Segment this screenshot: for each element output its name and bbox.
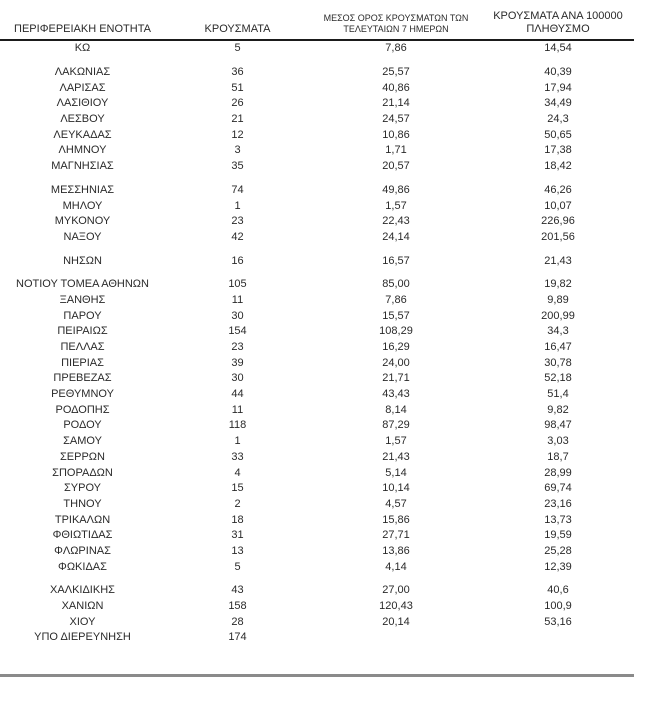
- region-cell: ΞΑΝΘΗΣ: [59, 293, 106, 306]
- table-row: [0, 143, 634, 159]
- table-row: [0, 355, 634, 371]
- per100k-cell: 46,26: [544, 183, 572, 196]
- col-header-per100k-line2: ΠΛΗΘΥΣΜΟ: [526, 22, 590, 35]
- avg7-cell: 4,57: [385, 497, 407, 510]
- table-row: [0, 402, 634, 418]
- bottom-rule: [0, 674, 634, 677]
- cases-cell: 21: [231, 113, 244, 126]
- col-header-cases: ΚΡΟΥΣΜΑΤΑ: [165, 0, 310, 40]
- cases-cell: 42: [231, 230, 244, 243]
- avg7-cell: 20,57: [382, 160, 410, 173]
- cases-cell: 5: [234, 42, 241, 55]
- table-row: [0, 614, 634, 630]
- table-row: [0, 183, 634, 199]
- avg7-cell: 27,00: [382, 584, 410, 597]
- avg7-cell: 5,14: [385, 466, 407, 479]
- region-cell: ΦΘΙΩΤΙΔΑΣ: [52, 529, 113, 542]
- region-cell: ΥΠΟ ΔΙΕΡΕΥΝΗΣΗ: [34, 631, 131, 644]
- per100k-cell: 201,56: [541, 230, 575, 243]
- region-cell: ΛΕΣΒΟΥ: [60, 113, 105, 126]
- cases-cell: 11: [231, 293, 244, 306]
- region-cell: ΠΡΕΒΕΖΑΣ: [53, 372, 112, 385]
- cases-cell: 1: [234, 435, 241, 448]
- cases-cell: 43: [231, 584, 244, 597]
- cases-cell: 28: [231, 615, 244, 628]
- table-header: [0, 0, 634, 40]
- per100k-cell: 21,43: [544, 254, 572, 267]
- per100k-cell: 100,9: [544, 600, 572, 613]
- region-cell: ΣΕΡΡΩΝ: [60, 450, 105, 463]
- avg7-cell: 22,43: [382, 215, 410, 228]
- col-header-avg7: [310, 0, 482, 40]
- region-cell: ΧΙΟΥ: [69, 615, 96, 628]
- region-cell: ΜΕΣΣΗΝΙΑΣ: [50, 183, 115, 196]
- region-cell: ΧΑΝΙΩΝ: [61, 600, 104, 613]
- avg7-cell: 10,14: [382, 482, 410, 495]
- avg7-cell: 16,57: [382, 254, 410, 267]
- avg7-cell: 120,43: [379, 600, 413, 613]
- cases-cell: 51: [231, 81, 244, 94]
- table-row: [0, 465, 634, 481]
- per100k-cell: 200,99: [541, 309, 575, 322]
- table-row: [0, 65, 634, 81]
- avg7-cell: 24,57: [382, 113, 410, 126]
- per100k-cell: 30,78: [544, 356, 572, 369]
- group-gap-row: [0, 269, 634, 277]
- avg7-cell: 21,71: [382, 372, 410, 385]
- region-cell: ΜΗΛΟΥ: [62, 199, 103, 212]
- table-row: [0, 583, 634, 599]
- per100k-cell: 23,16: [544, 497, 572, 510]
- per100k-cell: 34,3: [547, 325, 569, 338]
- per100k-cell: 28,99: [544, 466, 572, 479]
- cases-cell: 12: [231, 128, 244, 141]
- avg7-cell: 43,43: [382, 388, 410, 401]
- avg7-cell: 1,71: [385, 144, 407, 157]
- region-cell: ΤΗΝΟΥ: [63, 497, 102, 510]
- cases-cell: 1: [234, 199, 241, 212]
- region-cell: ΛΑΡΙΣΑΣ: [59, 81, 106, 94]
- table-row: [0, 418, 634, 434]
- table-row: [0, 96, 634, 112]
- avg7-cell: 1,57: [385, 199, 407, 212]
- avg7-cell: 85,00: [382, 278, 410, 291]
- per100k-cell: 19,59: [544, 529, 572, 542]
- per100k-cell: 52,18: [544, 372, 572, 385]
- cases-cell: 31: [231, 529, 244, 542]
- per100k-cell: 9,89: [547, 293, 569, 306]
- region-cell: ΛΕΥΚΑΔΑΣ: [53, 128, 112, 141]
- cases-cell: 23: [231, 341, 244, 354]
- per100k-cell: 16,47: [544, 341, 572, 354]
- cases-cell: 36: [231, 66, 244, 79]
- per100k-cell: 25,28: [544, 544, 572, 557]
- per100k-cell: 14,54: [544, 42, 572, 55]
- group-gap-row: [0, 575, 634, 583]
- col-header-per100k: [482, 0, 634, 40]
- table-row: [0, 387, 634, 403]
- header-row: [0, 0, 634, 40]
- per100k-cell: 3,03: [547, 435, 569, 448]
- per100k-cell: 24,3: [547, 113, 569, 126]
- cases-cell: 74: [231, 183, 244, 196]
- per100k-cell: 40,6: [547, 584, 569, 597]
- cases-cell: 3: [234, 144, 241, 157]
- region-cell: ΠΑΡΟΥ: [63, 309, 102, 322]
- cases-cell: 39: [231, 356, 244, 369]
- region-cell: ΣΥΡΟΥ: [63, 482, 101, 495]
- per100k-cell: 12,39: [544, 560, 572, 573]
- cases-cell: 154: [228, 325, 247, 338]
- per100k-cell: 10,07: [544, 199, 572, 212]
- table-row: [0, 512, 634, 528]
- table-row: [0, 198, 634, 214]
- region-cell: ΚΩ: [74, 42, 91, 55]
- col-header-per100k-line1: ΚΡΟΥΣΜΑΤΑ ΑΝΑ 100000: [493, 9, 623, 22]
- per100k-cell: 98,47: [544, 419, 572, 432]
- cases-cell: 23: [231, 215, 244, 228]
- avg7-cell: 7,86: [385, 42, 407, 55]
- avg7-cell: 7,86: [385, 293, 407, 306]
- region-cell: ΠΙΕΡΙΑΣ: [61, 356, 104, 369]
- col-header-region: ΠΕΡΙΦΕΡΕΙΑΚΗ ΕΝΟΤΗΤΑ: [0, 0, 165, 40]
- per100k-cell: 53,16: [544, 615, 572, 628]
- region-cell: ΛΑΚΩΝΙΑΣ: [54, 66, 111, 79]
- avg7-cell: 10,86: [382, 128, 410, 141]
- cases-cell: 4: [234, 466, 241, 479]
- avg7-cell: 40,86: [382, 81, 410, 94]
- table-row: [0, 544, 634, 560]
- avg7-cell: 8,14: [385, 403, 407, 416]
- avg7-cell: 15,86: [382, 513, 410, 526]
- avg7-cell: 49,86: [382, 183, 410, 196]
- avg7-cell: 21,14: [382, 97, 410, 110]
- avg7-cell: 21,43: [382, 450, 410, 463]
- avg7-cell: 20,14: [382, 615, 410, 628]
- cases-cell: 158: [228, 600, 247, 613]
- cases-cell: 35: [231, 160, 244, 173]
- region-cell: ΠΕΙΡΑΙΩΣ: [57, 325, 108, 338]
- region-cell: ΣΠΟΡΑΔΩΝ: [52, 466, 113, 479]
- cases-cell: 15: [231, 482, 244, 495]
- cases-cell: 30: [231, 372, 244, 385]
- per100k-cell: 34,49: [544, 97, 572, 110]
- region-cell: ΝΗΣΩΝ: [63, 254, 102, 267]
- region-cell: ΜΥΚΟΝΟΥ: [54, 215, 111, 228]
- group-gap-row: [0, 245, 634, 253]
- region-cell: ΤΡΙΚΑΛΩΝ: [54, 513, 111, 526]
- per100k-cell: 13,73: [544, 513, 572, 526]
- avg7-cell: 1,57: [385, 435, 407, 448]
- table-row: [0, 80, 634, 96]
- region-cell: ΦΛΩΡΙΝΑΣ: [54, 544, 111, 557]
- avg7-cell: 27,71: [382, 529, 410, 542]
- col-header-avg7-line2: ΤΕΛΕΥΤΑΙΩΝ 7 ΗΜΕΡΩΝ: [343, 24, 449, 35]
- table-row: [0, 599, 634, 615]
- per100k-cell: 50,65: [544, 128, 572, 141]
- per100k-cell: 18,7: [547, 450, 569, 463]
- region-cell: ΡΟΔΟΠΗΣ: [55, 403, 110, 416]
- per100k-cell: 40,39: [544, 66, 572, 79]
- table-row: [0, 253, 634, 269]
- per100k-cell: 17,94: [544, 81, 572, 94]
- region-cell: ΧΑΛΚΙΔΙΚΗΣ: [50, 584, 115, 597]
- table-row: [0, 559, 634, 575]
- cases-cell: 118: [228, 419, 247, 432]
- region-cell: ΛΗΜΝΟΥ: [58, 144, 107, 157]
- per100k-cell: 51,4: [547, 388, 569, 401]
- table-row: [0, 630, 634, 646]
- table-row: [0, 308, 634, 324]
- cases-cell: 2: [234, 497, 241, 510]
- avg7-cell: 16,29: [382, 341, 410, 354]
- table-row: [0, 497, 634, 513]
- group-gap-row: [0, 57, 634, 65]
- per100k-cell: 9,82: [547, 403, 569, 416]
- region-cell: ΡΟΔΟΥ: [63, 419, 102, 432]
- table-row: [0, 450, 634, 466]
- table-row: [0, 481, 634, 497]
- region-cell: ΝΟΤΙΟΥ ΤΟΜΕΑ ΑΘΗΝΩΝ: [16, 278, 149, 291]
- avg7-cell: 13,86: [382, 544, 410, 557]
- avg7-cell: 25,57: [382, 66, 410, 79]
- cases-cell: 105: [228, 278, 247, 291]
- per100k-cell: [482, 630, 634, 646]
- region-cell: ΝΑΞΟΥ: [63, 230, 102, 243]
- table-row: [0, 324, 634, 340]
- avg7-cell: 15,57: [382, 309, 410, 322]
- cases-cell: 26: [231, 97, 244, 110]
- col-header-avg7-line1: ΜΕΣΟΣ ΟΡΟΣ ΚΡΟΥΣΜΑΤΩΝ ΤΩΝ: [323, 12, 469, 23]
- cases-cell: 174: [228, 631, 247, 644]
- table-row: [0, 159, 634, 175]
- table-row: [0, 528, 634, 544]
- region-cell: ΛΑΣΙΘΙΟΥ: [56, 97, 109, 110]
- cases-cell: 11: [231, 403, 244, 416]
- table-body: [0, 40, 634, 646]
- table-row: [0, 230, 634, 246]
- group-gap-row: [0, 175, 634, 183]
- cases-cell: 30: [231, 309, 244, 322]
- cases-cell: 44: [231, 388, 244, 401]
- per100k-cell: 19,82: [544, 278, 572, 291]
- per100k-cell: 226,96: [541, 215, 575, 228]
- cases-cell: 33: [231, 450, 244, 463]
- cases-cell: 13: [231, 544, 244, 557]
- cases-cell: 5: [234, 560, 241, 573]
- avg7-cell: 87,29: [382, 419, 410, 432]
- avg7-cell: 108,29: [379, 325, 413, 338]
- per100k-cell: 69,74: [544, 482, 572, 495]
- table-row: [0, 112, 634, 128]
- region-cell: ΣΑΜΟΥ: [63, 435, 102, 448]
- avg7-cell: [310, 630, 482, 646]
- per100k-cell: 18,42: [544, 160, 572, 173]
- table-row: [0, 127, 634, 143]
- avg7-cell: 24,00: [382, 356, 410, 369]
- table-row: [0, 340, 634, 356]
- region-cell: ΦΩΚΙΔΑΣ: [58, 560, 107, 573]
- region-cell: ΠΕΛΛΑΣ: [60, 341, 105, 354]
- table-row: [0, 293, 634, 309]
- table-row: [0, 40, 634, 57]
- table-row: [0, 434, 634, 450]
- per100k-cell: 17,38: [544, 144, 572, 157]
- table-row: [0, 214, 634, 230]
- table-row: [0, 371, 634, 387]
- table-row: [0, 277, 634, 293]
- cases-cell: 16: [231, 254, 244, 267]
- region-cell: ΡΕΘΥΜΝΟΥ: [51, 388, 114, 401]
- cases-cell: 18: [231, 513, 244, 526]
- region-cell: ΜΑΓΝΗΣΙΑΣ: [51, 160, 114, 173]
- avg7-cell: 24,14: [382, 230, 410, 243]
- avg7-cell: 4,14: [385, 560, 407, 573]
